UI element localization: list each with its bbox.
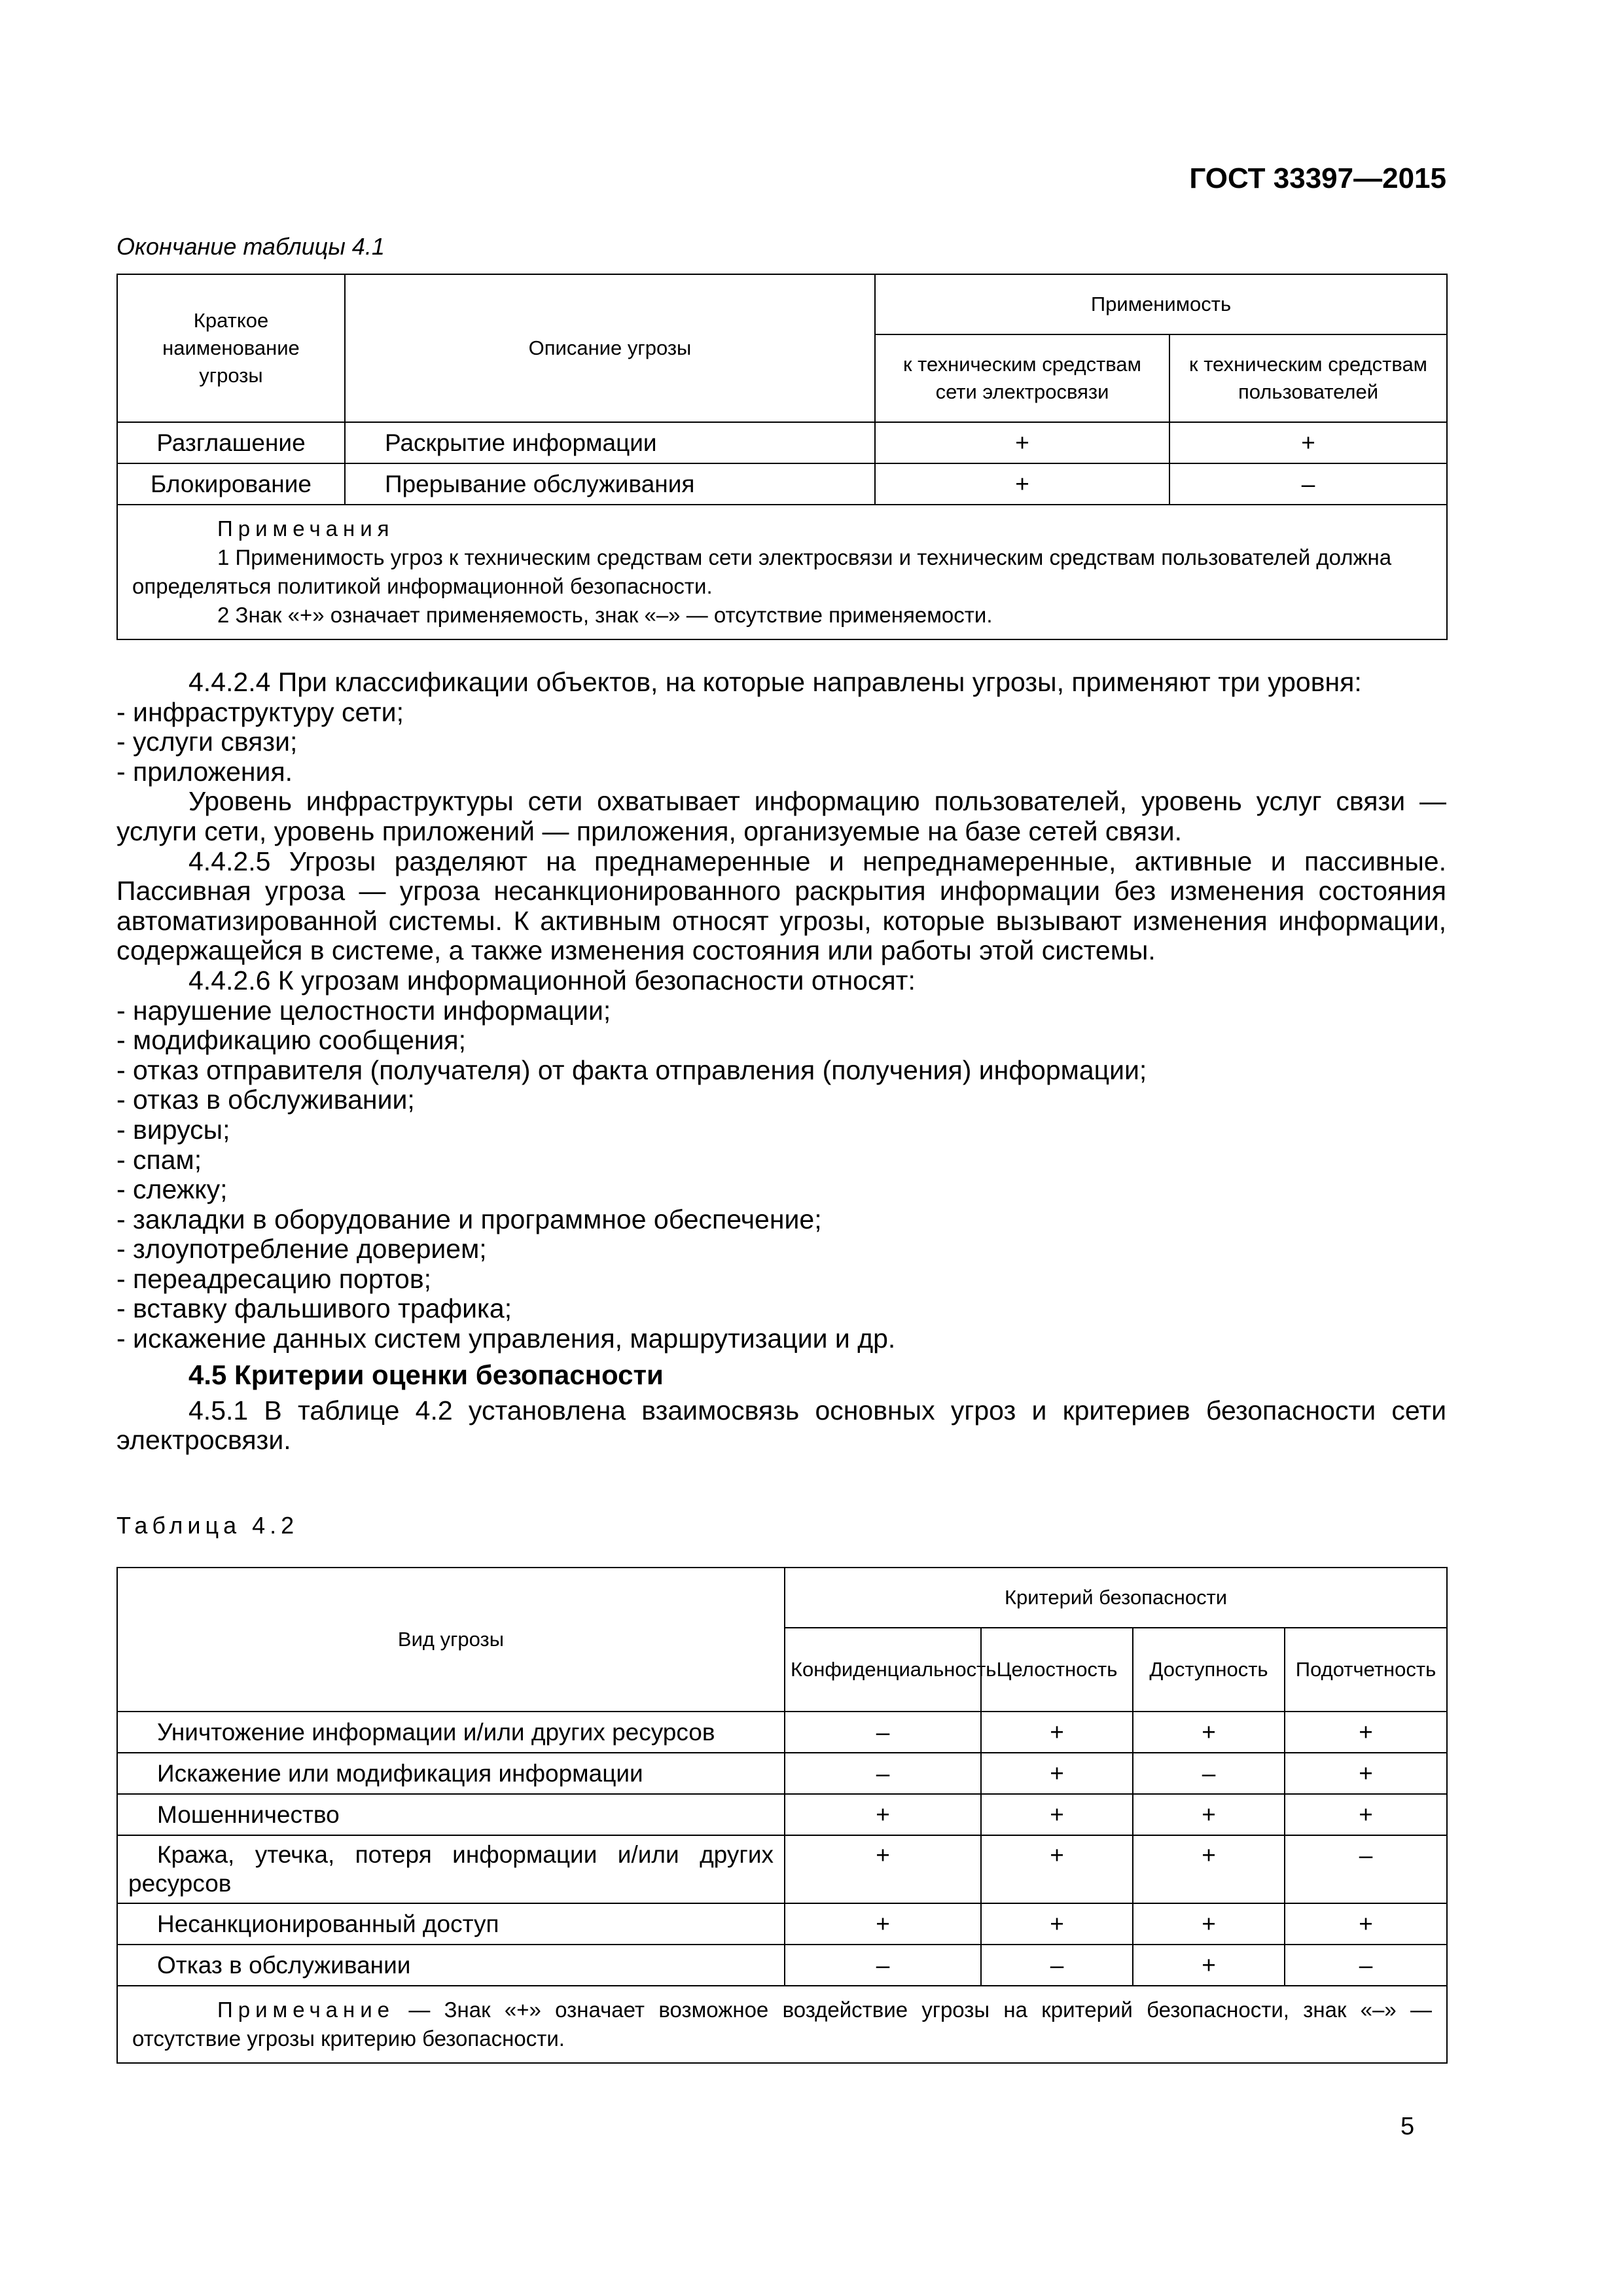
cell-user: + [1169, 422, 1447, 463]
section-heading-4-5: 4.5 Критерии оценки безопасности [188, 1359, 664, 1390]
cell-desc: Раскрытие информации [345, 422, 875, 463]
col-header-user: к техническим средствам пользователей [1169, 334, 1447, 422]
list-item: - приложения. [116, 756, 293, 787]
note-1: 1 Применимость угроз к техническим средствам сети электросвязи и техническим средствам пользователей должна определяться политикой информационной безопасности. [132, 545, 1392, 598]
table-4-1 [116, 274, 1448, 640]
cell-value: + [981, 1903, 1133, 1945]
list-item: - инфраструктуру сети; [116, 696, 404, 727]
body-text [116, 668, 1446, 1456]
table-row [117, 1712, 1447, 1753]
list-item: - нарушение целостности информации; [116, 995, 611, 1026]
cell-name: Разглашение [117, 422, 345, 463]
cell-value: – [1285, 1945, 1447, 1986]
list-item: - услуги связи; [116, 726, 298, 757]
col-header-name: Краткое наименование угрозы [117, 274, 345, 422]
cell-value: – [785, 1753, 981, 1794]
cell-value: + [1133, 1835, 1285, 1903]
col-header-threat-type: Вид угрозы [117, 1568, 785, 1712]
cell-threat: Отказ в обслуживании [117, 1945, 785, 1986]
document-code: ГОСТ 33397—2015 [1189, 162, 1446, 194]
note-2: 2 Знак «+» означает применяемость, знак «–» — отсутствие применяемости. [217, 603, 993, 627]
cell-value: – [785, 1712, 981, 1753]
paragraph-4-5-1: 4.5.1 В таблице 4.2 установлена взаимосвязь основных угроз и критериев безопасности сети электросвязи. [116, 1395, 1446, 1456]
cell-value: + [981, 1835, 1133, 1903]
cell-value: – [1133, 1753, 1285, 1794]
paragraph-levels: Уровень инфраструктуры сети охватывает информацию пользователей, уровень услуг связи — услуги сети, уровень приложений — приложения, организуемые на базе сетей связи. [116, 786, 1446, 846]
cell-value: + [1133, 1712, 1285, 1753]
cell-value: + [981, 1753, 1133, 1794]
cell-value: + [1285, 1712, 1447, 1753]
cell-value: + [785, 1903, 981, 1945]
table-row [117, 422, 1447, 463]
list-item: - отказ в обслуживании; [116, 1085, 415, 1115]
cell-value: + [785, 1794, 981, 1835]
col-header-accountability: Подотчетность [1285, 1628, 1447, 1712]
list-item: - модификацию сообщения; [116, 1025, 467, 1056]
cell-value: + [981, 1794, 1133, 1835]
col-header-desc: Описание угрозы [345, 274, 875, 422]
table-row [117, 463, 1447, 505]
list-item: - вирусы; [116, 1114, 230, 1145]
cell-value: + [1133, 1903, 1285, 1945]
list-item: - переадресацию портов; [116, 1263, 432, 1294]
cell-user: – [1169, 463, 1447, 505]
page-number: 5 [1400, 2113, 1415, 2140]
cell-value: + [1133, 1794, 1285, 1835]
cell-value: + [1285, 1794, 1447, 1835]
cell-value: – [785, 1945, 981, 1986]
list-item: - вставку фальшивого трафика; [116, 1293, 512, 1324]
list-item: - закладки в оборудование и программное обеспечение; [116, 1204, 822, 1234]
cell-net: + [875, 463, 1169, 505]
cell-value: + [785, 1835, 981, 1903]
table-4-2 [116, 1567, 1448, 2064]
list-item: - спам; [116, 1144, 202, 1175]
cell-name: Блокирование [117, 463, 345, 505]
col-header-availability: Доступность [1133, 1628, 1285, 1712]
cell-threat: Несанкционированный доступ [117, 1903, 785, 1945]
cell-value: – [1285, 1835, 1447, 1903]
note-title: Примечание [217, 1998, 395, 2022]
table-4-2-note [117, 1986, 1447, 2063]
table-4-1-notes [117, 505, 1447, 639]
list-item: - слежку; [116, 1174, 228, 1205]
list-item: - злоупотребление доверием; [116, 1234, 487, 1265]
col-header-net: к техническим средствам сети электросвязи [875, 334, 1169, 422]
col-header-applicability: Применимость [875, 274, 1447, 334]
col-header-confidentiality: Конфиденциальность [785, 1628, 981, 1712]
cell-threat: Мошенничество [117, 1794, 785, 1835]
paragraph-4-4-2-5: 4.4.2.5 Угрозы разделяют на преднамеренные и непреднамеренные, активные и пассивные. Пассивная угроза — угроза несанкционированного раскрытия информации без изменения состояния автоматизированной системы. К активным относят угрозы, которые вызывают изменения информации, содержащейся в системе, а также изменения состояния или работы этой системы. [116, 846, 1446, 966]
notes-title: Примечания [217, 516, 395, 541]
cell-value: + [981, 1712, 1133, 1753]
table-row [117, 1753, 1447, 1794]
cell-value: + [1285, 1903, 1447, 1945]
cell-desc: Прерывание обслуживания [345, 463, 875, 505]
cell-value: + [1133, 1945, 1285, 1986]
table-row [117, 1835, 1447, 1903]
cell-threat: Кража, утечка, потеря информации и/или других ресурсов [117, 1835, 785, 1903]
col-header-integrity: Целостность [981, 1628, 1133, 1712]
cell-threat: Уничтожение информации и/или других ресурсов [117, 1712, 785, 1753]
cell-value: – [981, 1945, 1133, 1986]
cell-threat: Искажение или модификация информации [117, 1753, 785, 1794]
cell-value: + [1285, 1753, 1447, 1794]
table-row [117, 1903, 1447, 1945]
cell-net: + [875, 422, 1169, 463]
col-header-criteria: Критерий безопасности [785, 1568, 1447, 1628]
table-4-1-caption: Окончание таблицы 4.1 [116, 233, 385, 260]
list-item: - отказ отправителя (получателя) от факта отправления (получения) информации; [116, 1054, 1147, 1085]
table-row [117, 1945, 1447, 1986]
paragraph-4-4-2-6: 4.4.2.6 К угрозам информационной безопасности относят: [188, 965, 916, 996]
note-text: — Знак «+» означает возможное воздействие угрозы на критерий безопасности, знак «–» — отсутствие угрозы критерию безопасности. [132, 1998, 1433, 2051]
paragraph-4-4-2-4: 4.4.2.4 При классификации объектов, на которые направлены угрозы, применяют три уровня: [188, 667, 1362, 697]
table-row [117, 1794, 1447, 1835]
list-item: - искажение данных систем управления, маршрутизации и др. [116, 1323, 896, 1354]
table-4-2-caption: Таблица 4.2 [116, 1512, 299, 1539]
